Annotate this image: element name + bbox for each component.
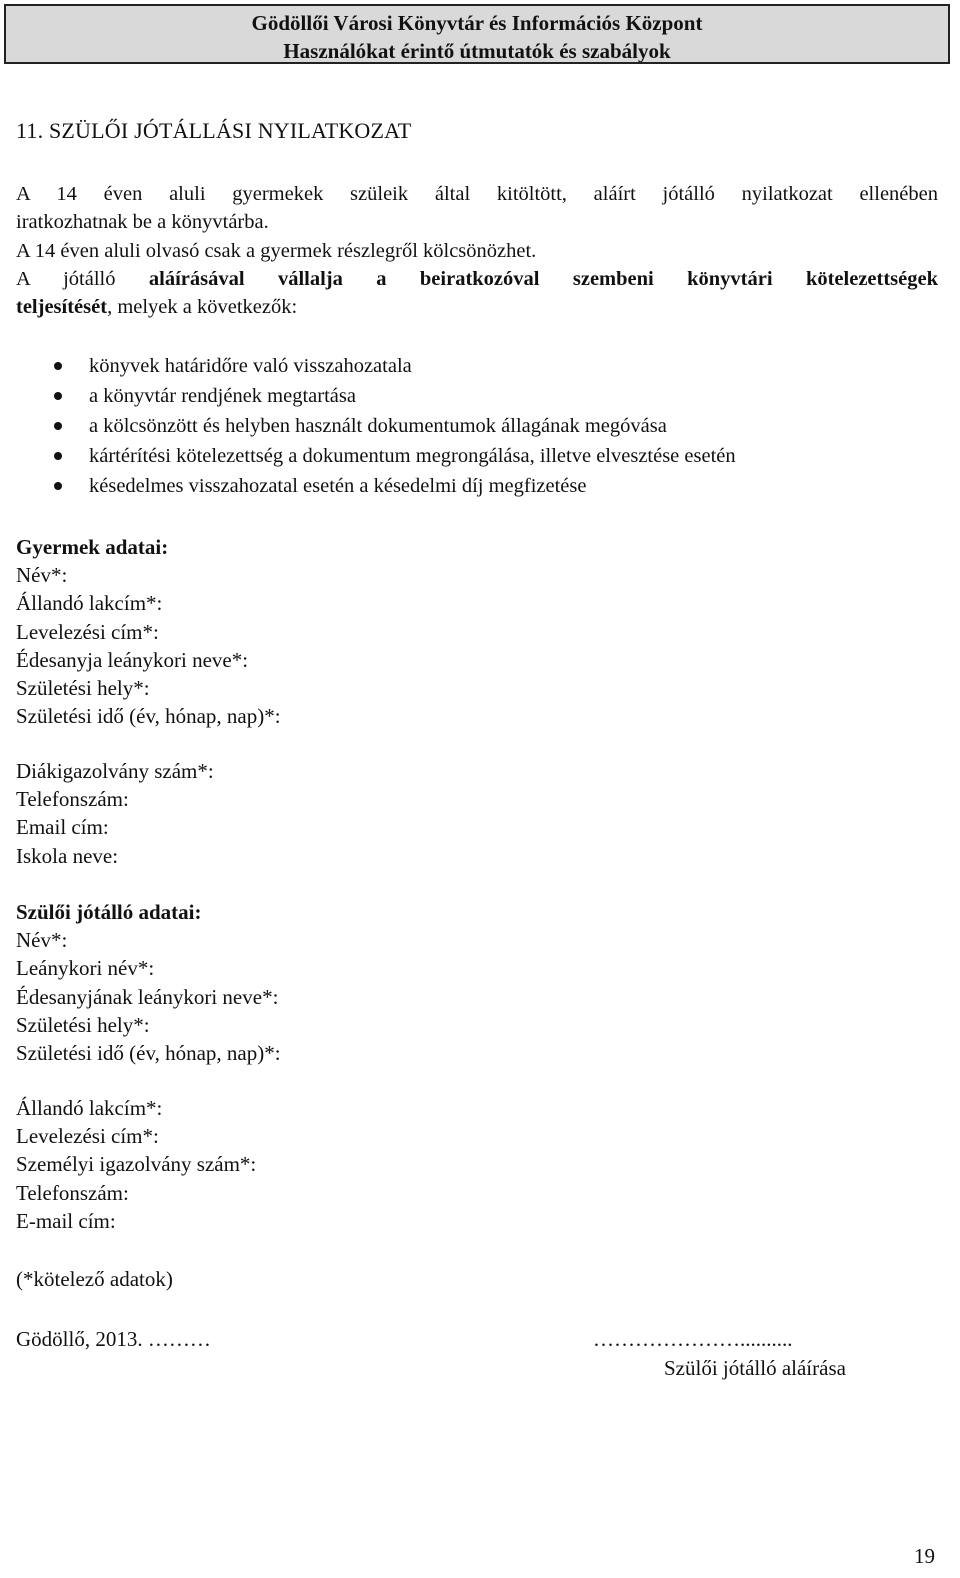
child-field-mother-maiden-name: Édesanyja leánykori neve*: (16, 647, 249, 672)
bullet-icon (54, 482, 62, 490)
intro-guarantor: A jótálló (16, 268, 116, 290)
guardian-contact-section (16, 1094, 256, 1235)
intro-following: , melyek a következők: (107, 296, 298, 318)
intro-line-4 (16, 265, 938, 293)
child-field-permanent-address: Állandó lakcím*: (16, 591, 163, 616)
guardian-field-phone: Telefonszám: (16, 1180, 129, 1205)
signature-label: Szülői jótálló aláírása (664, 1356, 846, 1380)
bullet-icon (54, 422, 62, 430)
list-item (0, 411, 736, 441)
guardian-field-mailing-address: Levelezési cím*: (16, 1124, 159, 1149)
bullet-icon (54, 362, 62, 370)
child-field-birthplace: Születési hely*: (16, 676, 150, 701)
obligation-text: a kölcsönzött és helyben használt dokumentumok állagának megóvása (89, 415, 667, 437)
intro-line-5 (16, 293, 938, 321)
document-header (4, 4, 950, 64)
obligations-list (0, 351, 736, 501)
child-field-school: Iskola neve: (16, 843, 119, 868)
list-item (0, 381, 736, 411)
intro-line-1: A 14 éven aluli gyermekek szüleik által kitöltött, aláírt jótálló nyilatkozat ellenében (16, 183, 938, 205)
guardian-field-mother-maiden-name: Édesanyjának leánykori neve*: (16, 984, 279, 1009)
guardian-field-id-card: Személyi igazolvány szám*: (16, 1152, 257, 1177)
mandatory-note: (*kötelező adatok) (16, 1267, 173, 1291)
page-number: 19 (914, 1544, 935, 1568)
guardian-field-birthplace: Születési hely*: (16, 1012, 150, 1037)
bullet-icon (54, 452, 62, 460)
list-item (0, 471, 736, 501)
signature-line: ………………….......... (593, 1327, 793, 1351)
list-item (0, 441, 736, 471)
guardian-data-section (16, 898, 281, 1067)
guardian-heading: Szülői jótálló adatai: (16, 900, 202, 924)
intro-commitment: aláírásával vállalja a beiratkozóval szembeni könyvtári kötelezettségek (148, 268, 939, 290)
header-subtitle: Használókat érintő útmutatók és szabályok (283, 39, 671, 63)
child-field-name: Név*: (16, 563, 68, 588)
child-heading: Gyermek adatai: (16, 535, 169, 559)
header-institution: Gödöllői Városi Könyvtár és Információs Központ (251, 11, 703, 35)
section-title: 11. SZÜLŐI JÓTÁLLÁSI NYILATKOZAT (16, 118, 412, 143)
guardian-field-email: E-mail cím: (16, 1208, 116, 1233)
intro-line-2: iratkozhatnak be a könyvtárba. (16, 211, 269, 233)
guardian-field-birthdate: Születési idő (év, hónap, nap)*: (16, 1041, 281, 1066)
place-date: Gödöllő, 2013. ……… (16, 1327, 211, 1351)
child-field-phone: Telefonszám: (16, 787, 129, 812)
intro-fulfillment: teljesítését (16, 296, 108, 318)
obligation-text: késedelmes visszahozatal esetén a késedelmi díj megfizetése (89, 475, 587, 497)
guardian-field-permanent-address: Állandó lakcím*: (16, 1096, 163, 1120)
obligation-text: kártérítési kötelezettség a dokumentum megrongálása, illetve elvesztése esetén (89, 445, 736, 467)
child-field-student-id: Diákigazolvány szám*: (16, 759, 214, 783)
child-field-email: Email cím: (16, 815, 109, 840)
intro-line-3: A 14 éven aluli olvasó csak a gyermek részlegről kölcsönözhet. (16, 240, 537, 262)
obligation-text: a könyvtár rendjének megtartása (89, 385, 356, 407)
child-contact-section (16, 757, 214, 870)
obligation-text: könyvek határidőre való visszahozatala (89, 355, 412, 377)
child-data-section (16, 533, 281, 730)
list-item (0, 351, 736, 381)
child-field-birthdate: Születési idő (év, hónap, nap)*: (16, 704, 281, 729)
guardian-field-name: Név*: (16, 928, 68, 953)
guardian-field-maiden-name: Leánykori név*: (16, 956, 155, 981)
bullet-icon (54, 392, 62, 400)
child-field-mailing-address: Levelezési cím*: (16, 619, 159, 644)
